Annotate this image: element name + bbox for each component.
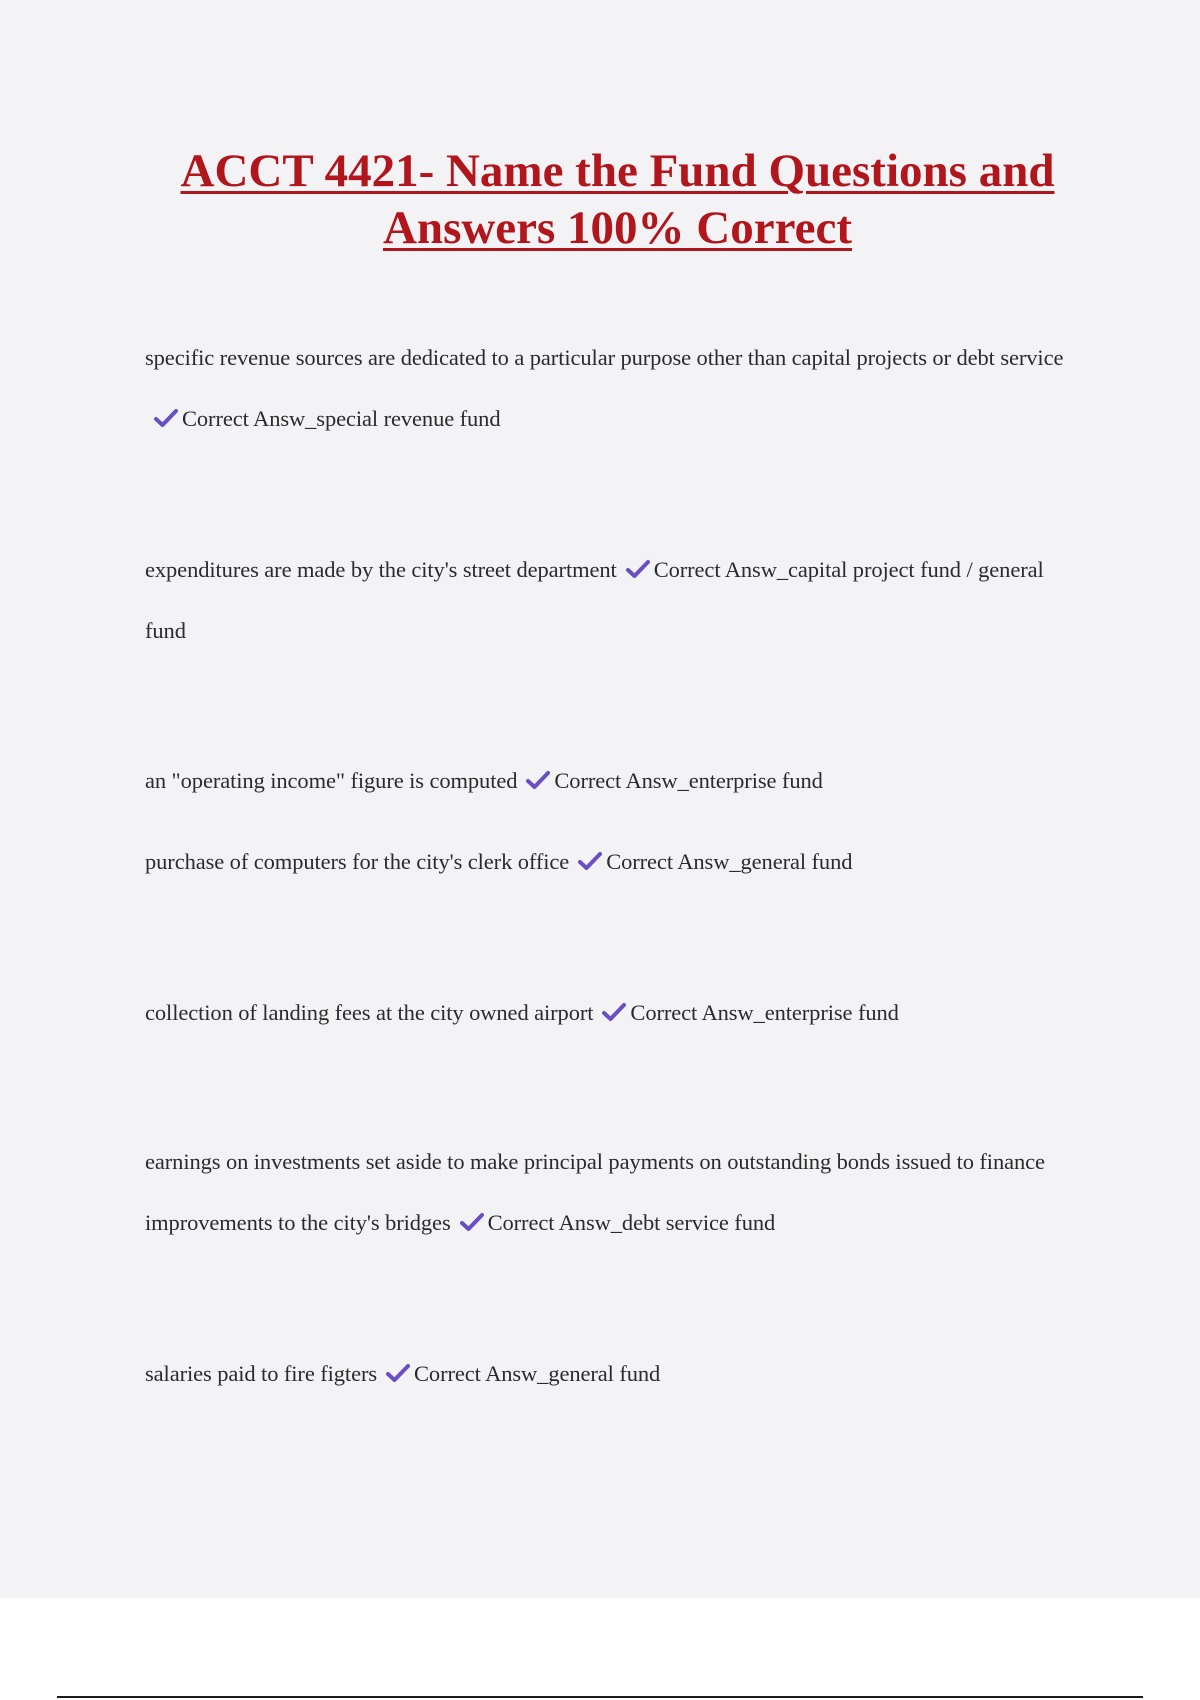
- question-text: expenditures are made by the city's street department: [145, 557, 617, 582]
- answer-text: Correct Answ_enterprise fund: [630, 1000, 899, 1025]
- qa-item: [145, 1343, 1085, 1404]
- check-mark-icon: [386, 1363, 410, 1383]
- question-text: earnings on investments set aside to make principal payments on outstanding bonds issued to finance improvements to the city's bridges: [145, 1149, 1045, 1235]
- answer-text: Correct Answ_debt service fund: [487, 1210, 776, 1235]
- check-mark-icon: [626, 559, 650, 579]
- check-mark-icon: [526, 770, 550, 790]
- answer-text: Correct Answ_general fund: [414, 1361, 661, 1386]
- qa-item: [145, 327, 1085, 449]
- bottom-divider: [57, 1696, 1143, 1698]
- question-text: specific revenue sources are dedicated to a particular purpose other than capital projects or debt service: [145, 345, 1064, 370]
- answer-text: Correct Answ_special revenue fund: [182, 406, 501, 431]
- check-mark-icon: [602, 1002, 626, 1022]
- check-mark-icon: [460, 1212, 484, 1232]
- qa-item: [145, 750, 1085, 811]
- qa-item: [145, 831, 1085, 892]
- question-text: purchase of computers for the city's clerk office: [145, 849, 570, 874]
- answer-text: Correct Answ_capital project fund / general fund: [145, 557, 1044, 643]
- answer-text: Correct Answ_enterprise fund: [554, 768, 823, 793]
- qa-item: [145, 539, 1085, 661]
- question-text: an "operating income" figure is computed: [145, 768, 518, 793]
- document-title-line-2: Answers 100% Correct: [382, 202, 852, 254]
- document-title-line-1: ACCT 4421- Name the Fund Questions and: [180, 145, 1055, 197]
- question-text: salaries paid to fire figters: [145, 1361, 378, 1386]
- qa-item: [145, 982, 1085, 1043]
- check-mark-icon: [154, 408, 178, 428]
- answer-text: Correct Answ_general fund: [606, 849, 853, 874]
- question-text: collection of landing fees at the city owned airport: [145, 1000, 594, 1025]
- document-title: [145, 143, 1090, 257]
- qa-item: [145, 1131, 1085, 1253]
- check-mark-icon: [578, 851, 602, 871]
